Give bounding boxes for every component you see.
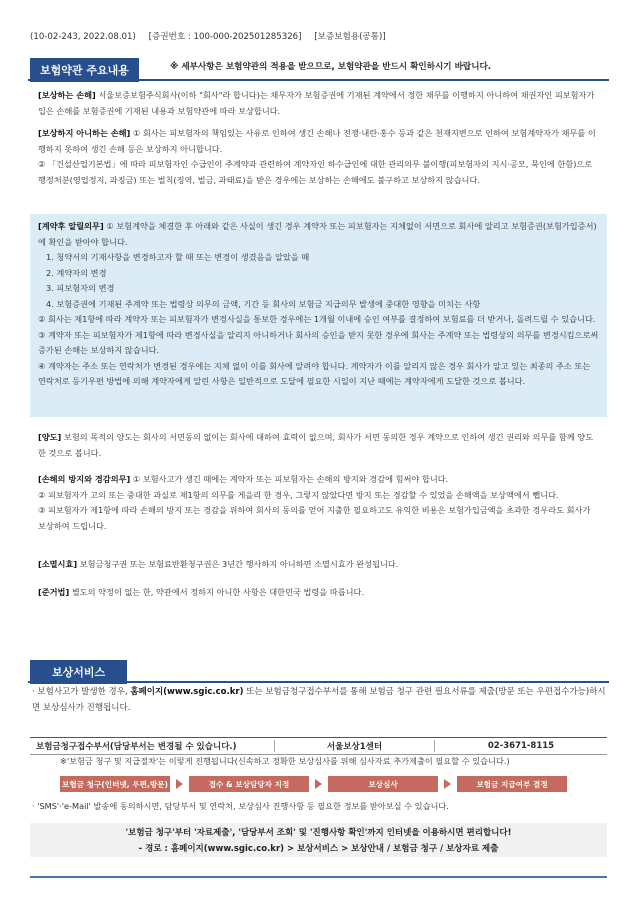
online-guide-line-1: '보험금 청구'부터 '자료제출', '담당부서 조회' 및 '진행사항 확인'까지 인터넷을 이용하시면 편리합니다!	[125, 828, 512, 838]
online-guide-box	[30, 823, 607, 857]
section-title-claims: 보상서비스	[30, 660, 127, 684]
section-divider	[28, 79, 609, 81]
notification-duty-label: [계약후 알릴의무]	[38, 221, 104, 231]
claims-center-name: 서울보상1센터	[275, 740, 435, 752]
not-covered-label: [보상하지 아니하는 손해]	[38, 128, 131, 138]
prevention-label: [손해의 방지와 경감의무]	[38, 474, 131, 484]
arrow-right-icon	[176, 779, 183, 789]
footer-divider	[30, 876, 607, 878]
claims-description	[32, 684, 607, 716]
online-guide-line-2[interactable]: - 경로 : 홈페이지(www.sgic.co.kr) > 보상서비스 > 보상안내 / 보험금 청구 / 보상자료 제출	[138, 844, 499, 854]
notification-clause-3: ③ 계약자 또는 피보험자가 제1항에 따라 변경사실을 알리지 아니하거나 회사의 승인을 받지 못한 경우에 회사는 주계약 또는 법령상의 의무를 변경시킴으로써 증가된 손해는 보상하지 않습니다.	[38, 329, 599, 355]
notification-clause-2: ② 회사는 제1항에 따라 계약자 또는 피보험자가 변경사실을 통보한 경우에는 1개월 이내에 승인 여부를 결정하여 보험료를 더 받거나, 돌려드릴 수 있습니다.	[38, 314, 596, 324]
not-covered-text-1: ① 회사는 피보험자의 책임있는 사유로 인하여 생긴 손해나 전쟁·내란·홍수 등과 같은 천재지변으로 인하여 보험계약자가 채무를 이행하지 못하여 생긴 손해 등은 보상하지 아니합니다.	[38, 128, 596, 154]
covered-loss-text: 서울보증보험주식회사(이하 "회사"라 합니다)는 채무자가 보험증권에 기재된 계약에서 정한 채무를 이행하지 아니하여 채권자인 피보험자가 입은 손해를 보험증권에 기재된 내용과 보험약관에 따라 보상합니다.	[38, 90, 595, 116]
step-decision: 보험금 지급여부 결정	[457, 776, 567, 792]
arrow-right-icon	[444, 779, 451, 789]
governing-law-label: [준거법]	[38, 587, 70, 597]
claims-desc-pre: · 보험사고가 발생한 경우,	[32, 687, 131, 697]
governing-law-paragraph	[38, 585, 599, 601]
not-covered-paragraph	[38, 126, 599, 188]
step-claim: 보험금 청구(인터넷, 우편,방문)	[60, 776, 170, 792]
doc-code: (10-02-243, 2022.08.01)	[30, 32, 136, 42]
transfer-text: 보험의 목적의 양도는 회사의 서면동의 없이는 회사에 대하여 효력이 없으며, 회사가 서면 동의한 경우 계약으로 인하여 생긴 권리와 의무를 함께 양도한 것으로 봅니다.	[38, 432, 594, 458]
not-covered-text-2: ② 「건설산업기본법」에 따라 피보험자인 수급인이 주계약과 관련하여 계약자인 하수급인에 대한 관리의무 불이행(피보험자의 지시·공모, 묵인에 한함)으로 행정처분(영업정지, 과징금) 또는 벌칙(징역, 벌금, 과태료)을 받은 경우에는 보상하는 손해에도 불구하고 보상하지 않습니다.	[38, 159, 593, 185]
notification-item: 1. 청약서의 기재사항을 변경하고자 할 때 또는 변경이 생겼음을 알았을 때	[46, 252, 310, 262]
covered-loss-paragraph	[38, 88, 599, 119]
homepage-link[interactable]: 홈페이지(www.sgic.co.kr)	[130, 687, 244, 697]
transfer-paragraph	[38, 430, 599, 461]
insurance-type: [보증보험용(공통)]	[314, 32, 386, 42]
notification-item: 4. 보험증권에 기재된 주계약 또는 법령상 의무의 금액, 기간 등 회사의 보험금 지급의무 발생에 중대한 영향을 미치는 사항	[46, 298, 481, 309]
prevention-text-2: ② 피보험자가 고의 또는 중대한 과실로 제1항의 의무를 게을리 한 경우, 그렇지 않았다면 방지 또는 경감할 수 있었을 손해액을 보상액에서 뺍니다.	[38, 489, 559, 500]
limitation-label: [소멸시효]	[38, 559, 78, 569]
notification-duty-paragraph	[38, 219, 599, 390]
claims-desc-post: 또는 보험금청구접수부서를 통해 보험금 청구 관련 필요서류를 제출(방문 또는 우편접수가능)하시면 보상심사가 진행됩니다.	[32, 687, 606, 713]
document-header	[30, 30, 607, 42]
certificate-number: [증권번호 : 100-000-202501285326]	[148, 32, 302, 42]
claims-phone: 02-3671-8115	[487, 741, 555, 751]
notification-item: 2. 계약자의 변경	[46, 267, 107, 278]
claims-process-flow	[60, 775, 597, 793]
section-divider	[28, 681, 609, 683]
governing-law-text: 별도의 약정이 없는 한, 약관에서 정하지 아니한 사항은 대한민국 법령을 따릅니다.	[69, 587, 365, 597]
step-receive: 접수 & 보상담당자 지정	[189, 776, 309, 792]
step-review: 보상심사	[328, 776, 438, 792]
terms-notice: ※ 세부사항은 보험약관의 적용을 받으므로, 보험약관을 반드시 확인하시기 바랍니다.	[170, 62, 492, 72]
arrow-right-icon	[315, 779, 322, 789]
prevention-paragraph	[38, 472, 599, 534]
sms-note: · 'SMS'·'e-Mail' 발송에 동의하시면, 담당부서 및 연락처, 보상심사 진행사항 등 필요한 정보를 받아보실 수 있습니다.	[32, 801, 449, 811]
limitation-text: 보험금청구권 또는 보험료반환청구권은 3년간 행사하지 아니하면 소멸시효가 완성됩니다.	[77, 559, 399, 569]
covered-loss-label: [보상하는 손해]	[38, 90, 96, 100]
notification-duty-intro: ① 보험계약을 체결한 후 아래와 같은 사실이 생긴 경우 계약자 또는 피보험자는 지체없이 서면으로 회사에 알리고 보험증권(보험가입증서)에 확인을 받아야 합니다.	[38, 221, 597, 247]
section-title-terms: 보험약관 주요내용	[30, 58, 139, 82]
transfer-label: [양도]	[38, 432, 62, 442]
prevention-text-3: ③ 피보험자가 제1항에 따라 손해의 방지 또는 경감을 위하여 회사의 동의를 얻어 지출한 필요하고도 유익한 비용은 보험가입금액을 초과한 경우라도 회사가 보상하여 드립니다.	[38, 505, 591, 531]
claims-dept-label: 보험금청구접수부서(담당부서는 변경될 수 있습니다.)	[30, 740, 275, 752]
notification-item: 3. 피보험자의 변경	[46, 283, 115, 293]
notification-clause-4: ④ 계약자는 주소 또는 연락처가 변경된 경우에는 지체 없이 이를 회사에 알려야 합니다. 계약자가 이를 알리지 않은 경우 회사가 알고 있는 최종의 주소 또는 연락처로 등기우편 방법에 의해 계약자에게 알린 사항은 일반적으로 도달에 필요한 시일이 지난 때에는 계약자에게 도달한 것으로 봅니다.	[38, 360, 591, 386]
claims-dept-table	[30, 737, 607, 755]
prevention-text-1: ① 보험사고가 생긴 때에는 계약자 또는 피보험자는 손해의 방지와 경감에 힘써야 합니다.	[130, 474, 449, 484]
limitation-paragraph	[38, 557, 599, 573]
process-note: ※'보험금 청구 및 지급절차'는 이렇게 진행됩니다(신속하고 정확한 보상심사를 위해 심사자료 추가제출이 필요할 수 있습니다.)	[60, 756, 510, 766]
